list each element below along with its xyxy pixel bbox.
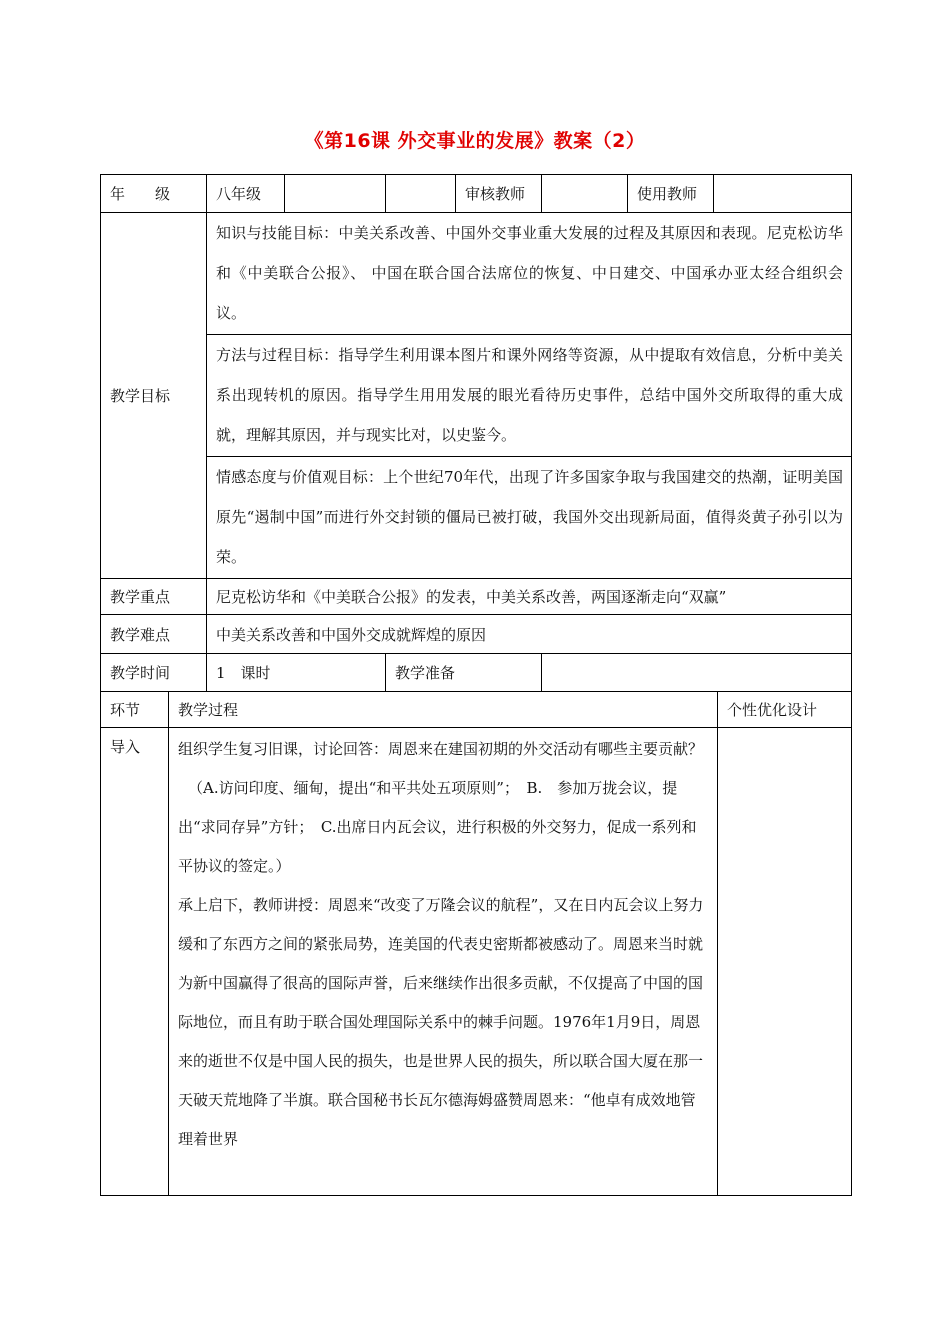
emotion-objective: 情感态度与价值观目标：上个世纪70年代，出现了许多国家争取与我国建交的热潮，证明美国原先“遏制中国”而进行外交封锁的僵局已被打破，我国外交出现新局面，值得炎黄子孙引以为荣。 bbox=[207, 457, 852, 579]
reviewer-label: 审核教师 bbox=[456, 175, 542, 213]
process-header: 教学过程 bbox=[169, 692, 718, 728]
user-label: 使用教师 bbox=[628, 175, 714, 213]
lesson-info-table bbox=[100, 174, 852, 692]
difficulty-value: 中美关系改善和中国外交成就辉煌的原因 bbox=[207, 615, 852, 654]
method-objective: 方法与过程目标：指导学生利用课本图片和课外网络等资源，从中提取有效信息，分析中美关系出现转机的原因。指导学生用用发展的眼光看待历史事件，总结中国外交所取得的重大成就，理解其原因，并与现实比对，以史鉴今。 bbox=[207, 335, 852, 457]
grade-label: 年 级 bbox=[101, 175, 207, 213]
grade-value: 八年级 bbox=[207, 175, 285, 213]
design-notes bbox=[718, 728, 852, 1196]
objectives-label: 教学目标 bbox=[101, 213, 207, 579]
key-point-value: 尼克松访华和《中美联合公报》的发表，中美关系改善，两国逐渐走向“双赢” bbox=[207, 579, 852, 615]
stage-intro: 导入 bbox=[101, 728, 169, 1196]
document-title: 《第16课 外交事业的发展》教案（2） bbox=[304, 130, 646, 152]
stage-header: 环节 bbox=[101, 692, 169, 728]
process-paragraph-2: （A.访问印度、缅甸，提出“和平共处五项原则”； B. 参加万拢会议，提出“求同存异”方针； C.出席日内瓦会议，进行积极的外交努力，促成一系列和平协议的签定。） bbox=[178, 779, 697, 875]
time-value: 1 课时 bbox=[207, 654, 386, 692]
process-content bbox=[169, 728, 718, 1196]
reviewer-value bbox=[542, 175, 628, 213]
key-point-label: 教学重点 bbox=[101, 579, 207, 615]
time-label: 教学时间 bbox=[101, 654, 207, 692]
design-header: 个性优化设计 bbox=[718, 692, 852, 728]
knowledge-objective: 知识与技能目标：中美关系改善、中国外交事业重大发展的过程及其原因和表现。尼克松访华和《中美联合公报》、 中国在联合国合法席位的恢复、中日建交、中国承办亚太经合组织会议。 bbox=[207, 213, 852, 335]
teaching-process-table bbox=[100, 691, 852, 1196]
blank-cell bbox=[386, 175, 456, 213]
process-paragraph-3: 承上启下，教师讲授：周恩来“改变了万隆会议的航程”，又在日内瓦会议上努力缓和了东西方之间的紧张局势，连美国的代表史密斯都被感动了。周恩来当时就为新中国赢得了很高的国际声誉，后来继续作出很多贡献，不仅提高了中国的国际地位，而且有助于联合国处理国际关系中的棘手问题。1976年1月9日，周恩来的逝世不仅是中国人民的损失，也是世界人民的损失，所以联合国大厦在那一天破天荒地降了半旗。联合国秘书长瓦尔德海姆盛赞周恩来：“他卓有成效地管理着世界 bbox=[178, 896, 704, 1148]
difficulty-label: 教学难点 bbox=[101, 615, 207, 654]
prep-value bbox=[542, 654, 852, 692]
user-value bbox=[714, 175, 852, 213]
blank-cell bbox=[285, 175, 386, 213]
process-paragraph-1: 组织学生复习旧课，讨论回答：周恩来在建国初期的外交活动有哪些主要贡献？ bbox=[178, 740, 704, 758]
prep-label: 教学准备 bbox=[386, 654, 542, 692]
